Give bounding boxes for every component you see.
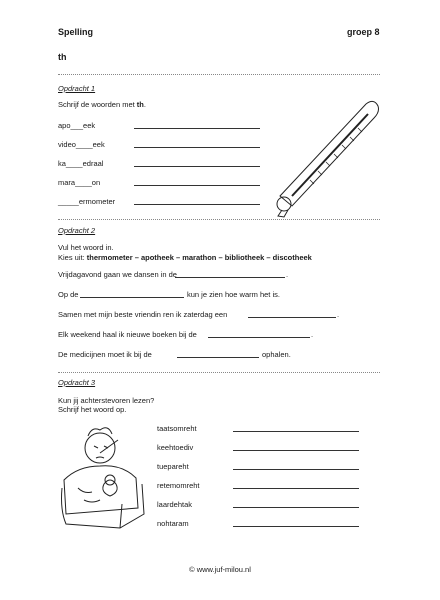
answer-line[interactable]: [134, 166, 260, 167]
answer-line[interactable]: [233, 469, 359, 470]
sentence-end: .: [337, 310, 340, 319]
answer-line[interactable]: [233, 431, 359, 432]
answer-line[interactable]: [134, 147, 260, 148]
word-item: mara____on: [58, 178, 101, 187]
fill-in-line[interactable]: [208, 337, 310, 338]
fill-in-line[interactable]: [80, 297, 184, 298]
divider: [58, 219, 380, 220]
divider: [58, 372, 380, 373]
group-label: groep 8: [347, 27, 380, 37]
word-item: _____ermometer: [58, 197, 116, 206]
sentence: Samen met mijn beste vriendin ren ik zaterdag een: [58, 310, 228, 319]
answer-line[interactable]: [134, 185, 260, 186]
sentence-end: kun je zien hoe warm het is.: [187, 290, 280, 299]
reversed-word: taatsomreht: [157, 424, 197, 433]
sentence-end: .: [311, 330, 314, 339]
opdracht2-title: Opdracht 2: [58, 226, 96, 235]
answer-line[interactable]: [233, 526, 359, 527]
sentence: De medicijnen moet ik bij de: [58, 350, 152, 359]
opdracht1-title: Opdracht 1: [58, 84, 96, 93]
reversed-word: keehtoediv: [157, 443, 194, 452]
opdracht2-instruction: Vul het woord in.: [58, 243, 114, 252]
subject-title: Spelling: [58, 27, 94, 37]
answer-line[interactable]: [134, 204, 260, 205]
sentence: Op de: [58, 290, 79, 299]
word-item: ka____edraal: [58, 159, 104, 168]
opdracht3-title: Opdracht 3: [58, 378, 96, 387]
answer-line[interactable]: [233, 488, 359, 489]
sentence-end: .: [286, 270, 289, 279]
topic-title: th: [58, 52, 67, 62]
opdracht3-instruction: Schrijf het woord op.: [58, 405, 127, 414]
fill-in-line[interactable]: [177, 357, 259, 358]
answer-line[interactable]: [233, 507, 359, 508]
sick-child-illustration: [58, 418, 154, 532]
sentence: Elk weekend haal ik nieuwe boeken bij de: [58, 330, 197, 339]
word-item: video____eek: [58, 140, 105, 149]
reversed-word: retemomreht: [157, 481, 200, 490]
reversed-word: tuepareht: [157, 462, 189, 471]
fill-in-line[interactable]: [248, 317, 336, 318]
word-item: apo___eek: [58, 121, 96, 130]
thermometer-illustration: [270, 96, 390, 218]
footer-copyright: © www.juf-milou.nl: [189, 565, 251, 574]
word-choices: Kies uit: thermometer – apotheek – marathon – bibliotheek – discotheek: [58, 253, 312, 262]
opdracht1-instruction: Schrijf de woorden met th.: [58, 100, 146, 109]
reversed-word: nohtaram: [157, 519, 189, 528]
answer-line[interactable]: [134, 128, 260, 129]
divider: [58, 74, 380, 75]
fill-in-line[interactable]: [175, 277, 285, 278]
answer-line[interactable]: [233, 450, 359, 451]
reversed-word: laardehtak: [157, 500, 193, 509]
sentence: Vrijdagavond gaan we dansen in de: [58, 270, 177, 279]
sentence-end: ophalen.: [262, 350, 291, 359]
opdracht3-instruction: Kun jij achterstevoren lezen?: [58, 396, 155, 405]
